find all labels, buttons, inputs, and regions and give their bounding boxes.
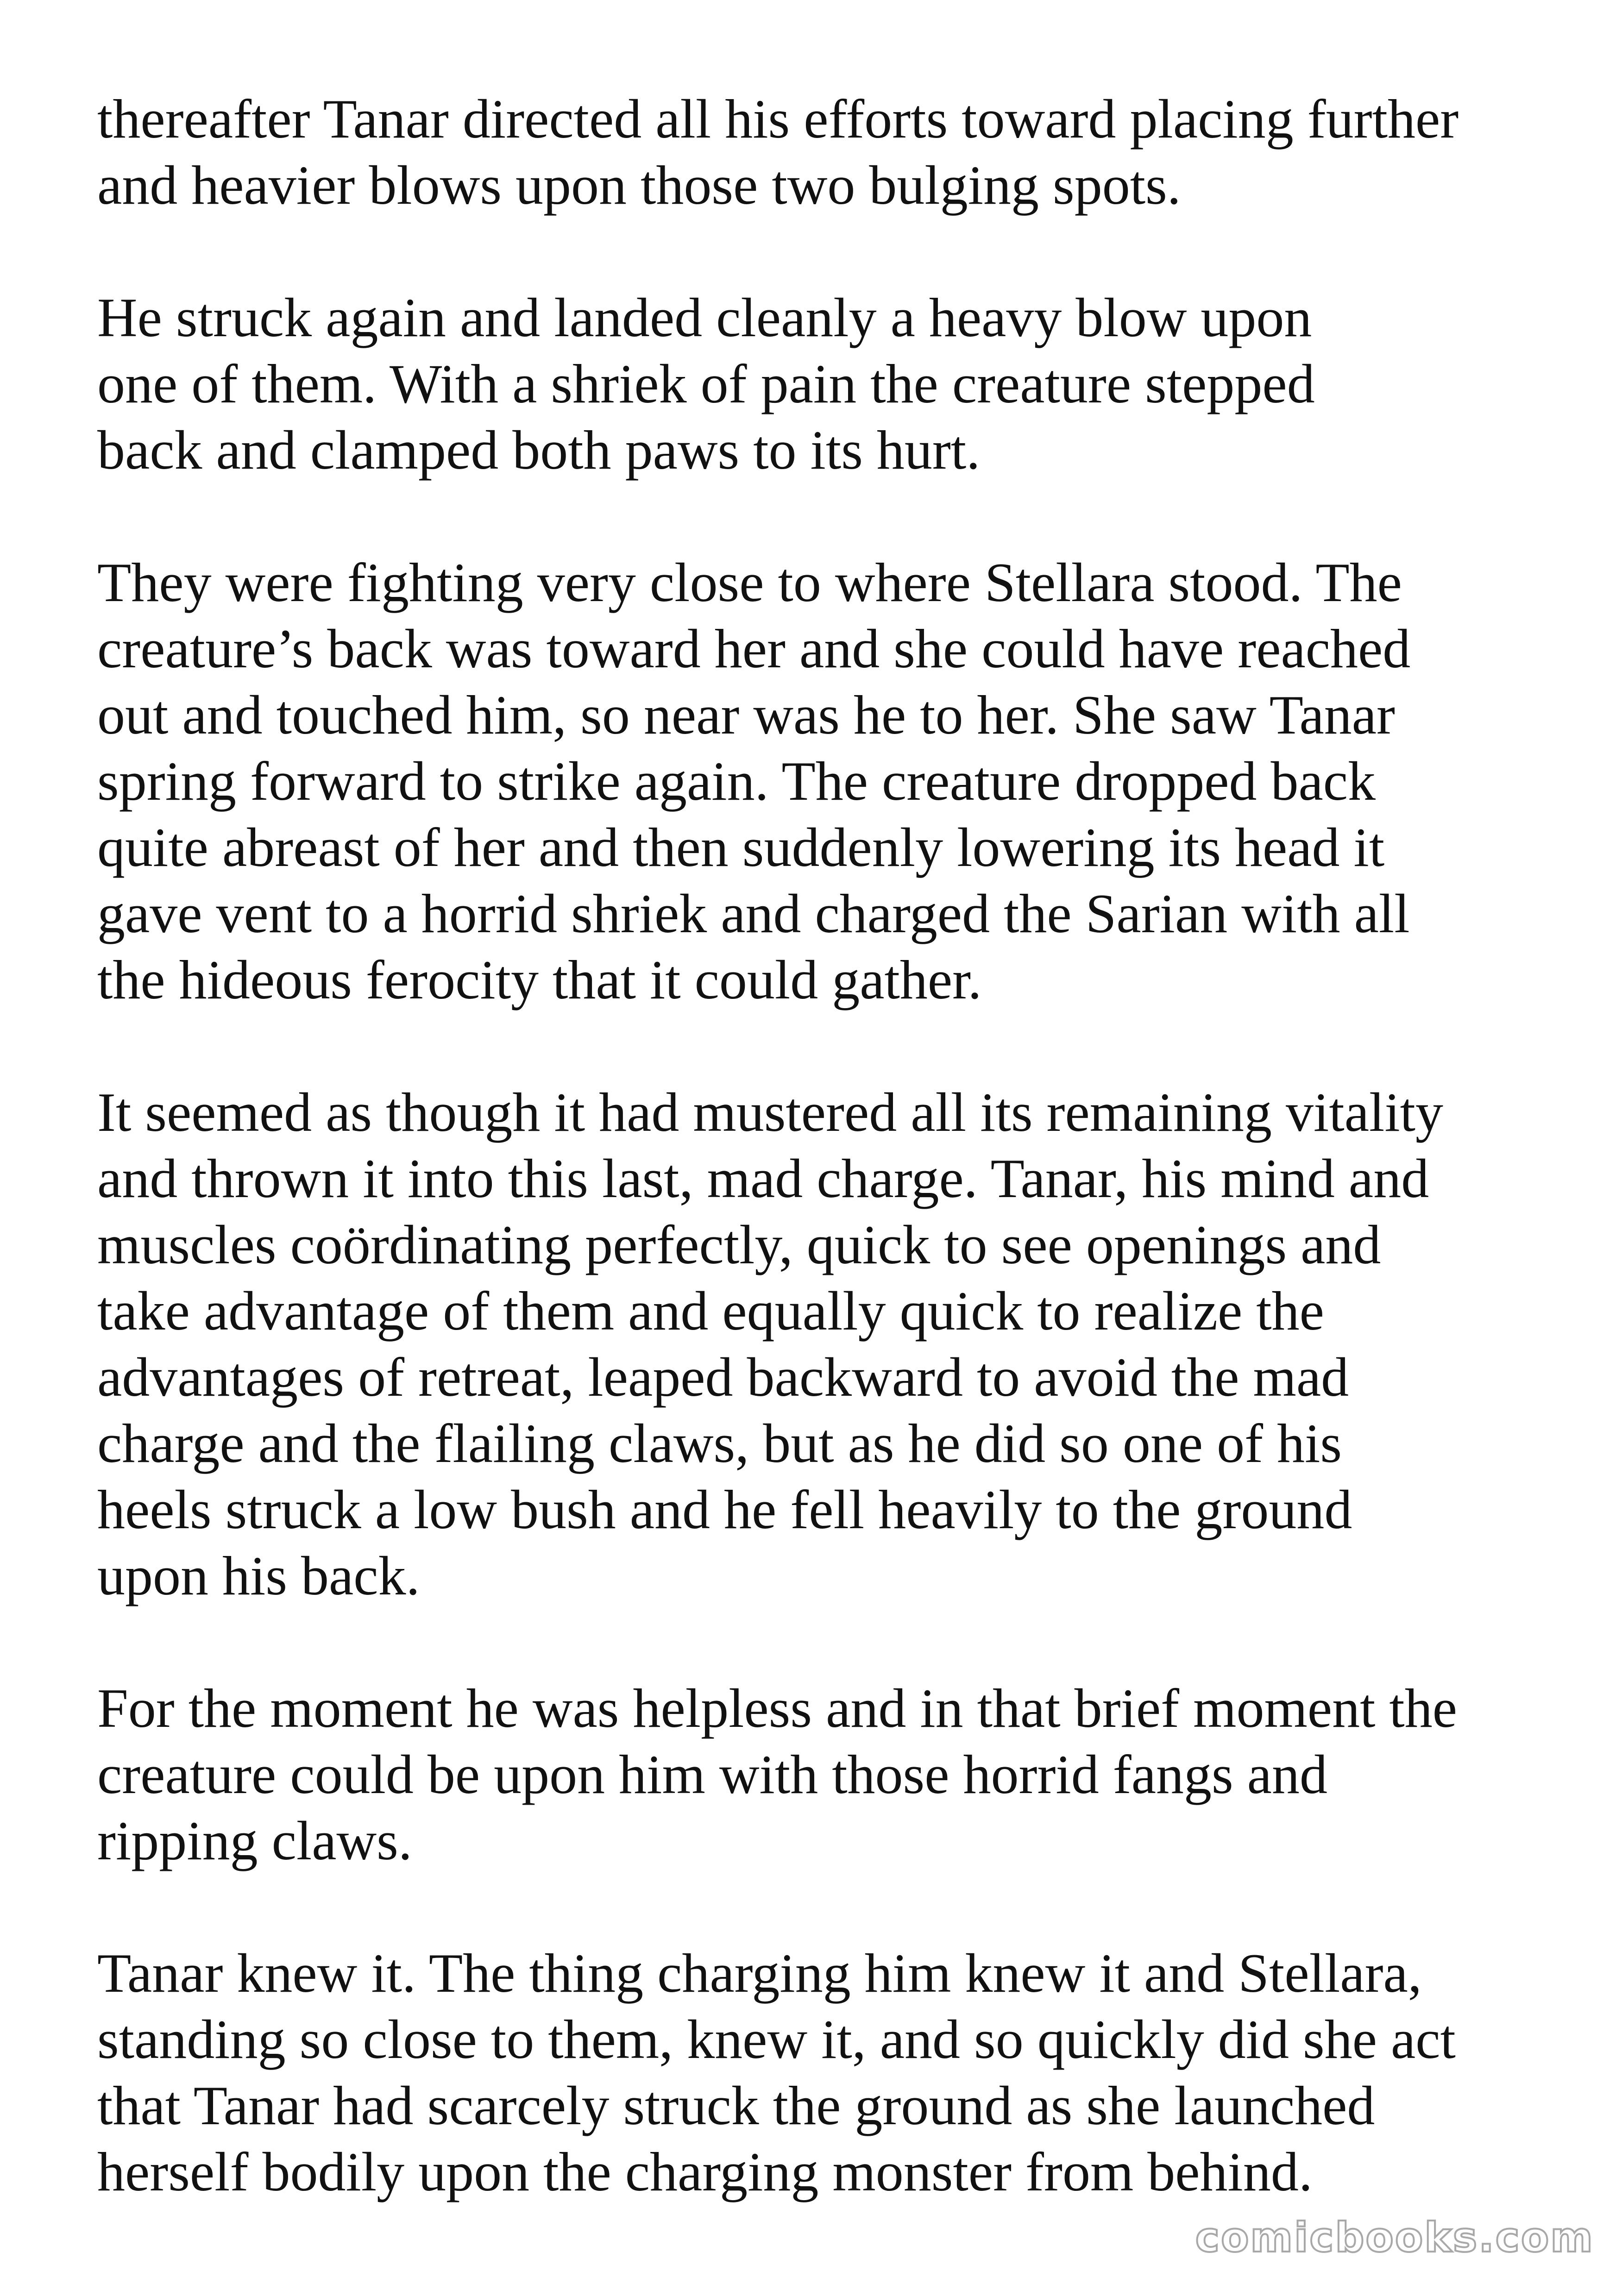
text-line: advantages of retreat, leaped backward to avoid the mad — [97, 1346, 1349, 1408]
text-line: He struck again and landed cleanly a heavy blow upon — [97, 287, 1312, 348]
text-line: that Tanar had scarcely struck the ground as she launched — [97, 2075, 1375, 2136]
paragraph-5 — [97, 1675, 1552, 1874]
text-line: spring forward to strike again. The creature dropped back — [97, 750, 1376, 812]
text-line: charge and the flailing claws, but as he did so one of his — [97, 1412, 1342, 1474]
text-line: thereafter Tanar directed all his efforts toward placing further — [97, 88, 1459, 150]
text-line: Tanar knew it. The thing charging him knew it and Stellara, — [97, 1942, 1422, 2004]
paragraph-2 — [97, 284, 1552, 483]
paragraph-3 — [97, 549, 1552, 1013]
text-line: standing so close to them, knew it, and so quickly did she act — [97, 2008, 1456, 2070]
text-line: upon his back. — [97, 1545, 420, 1606]
text-line: For the moment he was helpless and in that brief moment the — [97, 1677, 1458, 1739]
text-line: the hideous ferocity that it could gather. — [97, 949, 982, 1010]
text-line: creature’s back was toward her and she could have reached — [97, 618, 1411, 679]
paragraph-4 — [97, 1079, 1552, 1609]
text-line: one of them. With a shriek of pain the creature stepped — [97, 353, 1315, 414]
text-line: and heavier blows upon those two bulging spots. — [97, 154, 1181, 216]
text-line: It seemed as though it had mustered all its remaining vitality — [97, 1081, 1444, 1143]
text-line: herself bodily upon the charging monster from behind. — [97, 2141, 1313, 2202]
text-line: and thrown it into this last, mad charge. Tanar, his mind and — [97, 1148, 1429, 1209]
text-line: quite abreast of her and then suddenly lowering its head it — [97, 816, 1385, 878]
text-line: muscles coördinating perfectly, quick to see openings and — [97, 1214, 1381, 1275]
text-line: heels struck a low bush and he fell heavily to the ground — [97, 1479, 1352, 1540]
text-line: out and touched him, so near was he to her. She saw Tanar — [97, 684, 1396, 746]
text-line: creature could be upon him with those horrid fangs and — [97, 1744, 1327, 1805]
text-line: They were fighting very close to where Stellara stood. The — [97, 552, 1402, 613]
watermark: comicbooks.com — [1195, 2214, 1594, 2261]
paragraph-1 — [97, 86, 1552, 218]
text-line: back and clamped both paws to its hurt. — [97, 419, 981, 481]
text-line: ripping claws. — [97, 1810, 412, 1871]
text-line: take advantage of them and equally quick to realize the — [97, 1280, 1324, 1342]
page-text — [97, 86, 1552, 2271]
paragraph-6 — [97, 1940, 1552, 2205]
text-line: gave vent to a horrid shriek and charged the Sarian with all — [97, 883, 1410, 944]
